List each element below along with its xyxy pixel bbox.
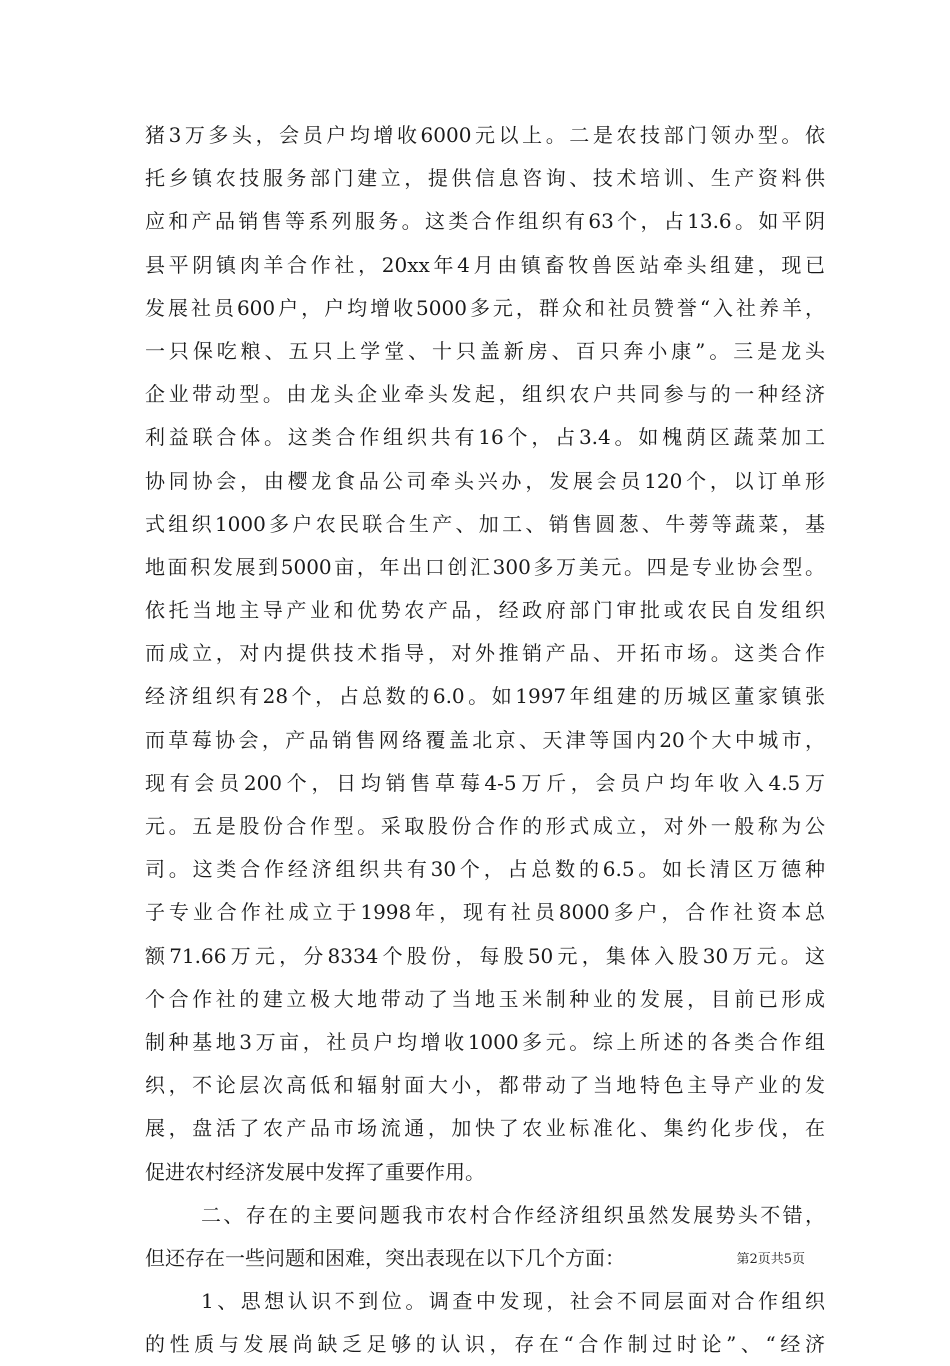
body-line: 企业带动型。由龙头企业牵头发起，组织农户共同参与的一种经济	[145, 382, 825, 407]
body-line: 额71.66万元，分8334个股份，每股50元，集体入股30万元。这	[145, 943, 825, 968]
body-line: 展，盘活了农产品市场流通，加快了农业标准化、集约化步伐，在	[145, 1116, 825, 1141]
body-line: 而成立，对内提供技术指导，对外推销产品、开拓市场。这类合作	[145, 641, 825, 666]
body-line: 子专业合作社成立于1998年，现有社员8000多户，合作社资本总	[145, 900, 825, 925]
body-line: 而草莓协会，产品销售网络覆盖北京、天津等国内20个大中城市，	[145, 727, 825, 752]
body-line: 发展社员600户，户均增收5000多元，群众和社员赞誉“入社养羊，	[145, 295, 825, 320]
body-line: 但还存在一些问题和困难，突出表现在以下几个方面：	[145, 1245, 625, 1270]
body-line: 元。五是股份合作型。采取股份合作的形式成立，对外一般称为公	[145, 814, 825, 838]
body-line: 二、存在的主要问题我市农村合作经济组织虽然发展势头不错，	[201, 1202, 825, 1227]
body-line: 司。这类合作经济组织共有30个，占总数的6.5。如长清区万德种	[145, 857, 825, 882]
body-line: 应和产品销售等系列服务。这类合作组织有63个，占13.6。如平阴	[145, 209, 825, 234]
body-line: 猪3万多头，会员户均增收6000元以上。二是农技部门领办型。依	[145, 123, 825, 147]
body-line: 1、思想认识不到位。调查中发现，社会不同层面对合作组织	[201, 1289, 825, 1314]
body-line: 托乡镇农技服务部门建立，提供信息咨询、技术培训、生产资料供	[145, 166, 825, 191]
body-line: 现有会员200个，日均销售草莓4-5万斤，会员户均年收入4.5万	[145, 770, 825, 795]
document-body	[145, 114, 825, 1366]
body-line: 个合作社的建立极大地带动了当地玉米制种业的发展，目前已形成	[145, 986, 825, 1011]
body-line: 协同协会，由樱龙食品公司牵头兴办，发展会员120个，以订单形	[145, 468, 825, 493]
body-line: 制种基地3万亩，社员户均增收1000多元。综上所述的各类合作组	[145, 1029, 825, 1054]
body-line: 利益联合体。这类合作组织共有16个，占3.4。如槐荫区蔬菜加工	[145, 425, 825, 450]
body-line: 依托当地主导产业和优势农产品，经政府部门审批或农民自发组织	[145, 598, 825, 623]
body-line: 促进农村经济发展中发挥了重要作用。	[145, 1159, 485, 1184]
body-line: 地面积发展到5000亩，年出口创汇300多万美元。四是专业协会型。	[145, 554, 825, 579]
body-line: 式组织1000多户农民联合生产、加工、销售圆葱、牛蒡等蔬菜，基	[145, 511, 825, 536]
body-line: 县平阴镇肉羊合作社，20xx年4月由镇畜牧兽医站牵头组建，现已	[145, 252, 825, 277]
page-number-footer: 第2页共5页	[736, 1252, 805, 1267]
body-line: 的性质与发展尚缺乏足够的认识，存在“合作制过时论”、“经济	[145, 1332, 825, 1357]
body-line: 一只保吃粮、五只上学堂、十只盖新房、百只奔小康”。三是龙头	[145, 338, 825, 363]
body-line: 经济组织有28个，占总数的6.0。如1997年组建的历城区董家镇张	[145, 684, 825, 709]
body-line: 织，不论层次高低和辐射面大小，都带动了当地特色主导产业的发	[145, 1073, 825, 1098]
